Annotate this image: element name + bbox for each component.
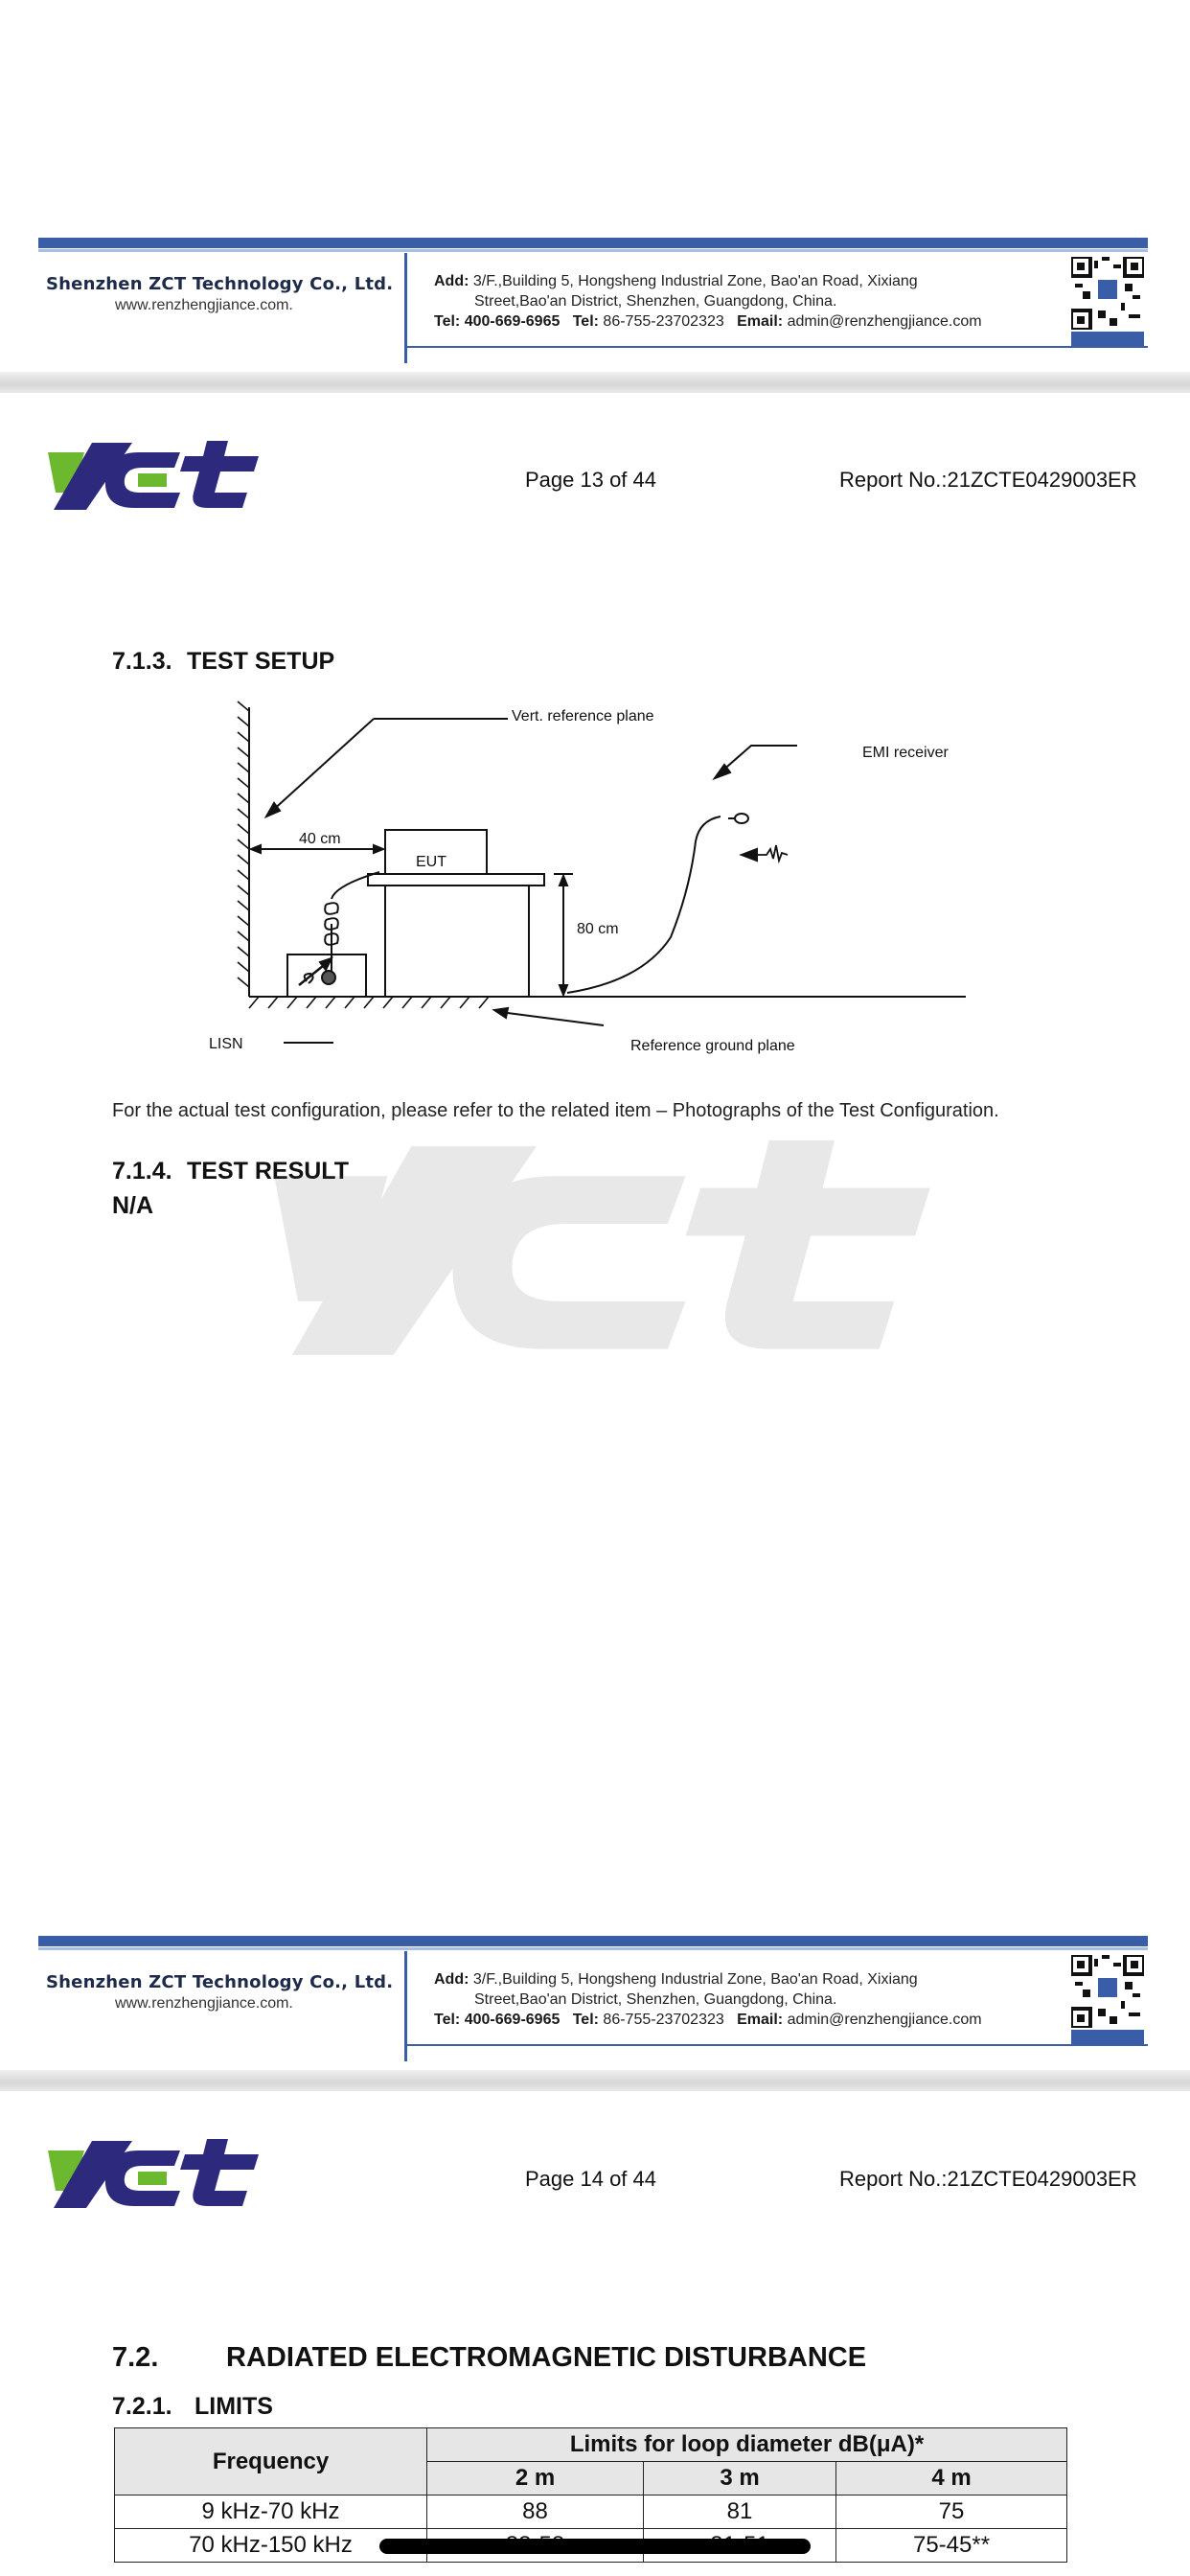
section-number: 7.1.3. <box>112 648 172 675</box>
footer-company: Shenzhen ZCT Technology Co., Ltd. <box>46 274 394 294</box>
footer-company: Shenzhen ZCT Technology Co., Ltd. <box>46 1972 394 1992</box>
tel1: 400-669-6965 <box>464 313 561 330</box>
email: admin@renzhengjiance.com <box>787 313 982 330</box>
section-title: LIMITS <box>195 2393 273 2420</box>
vert-plane-pointer <box>270 719 374 813</box>
label-eut: EUT <box>416 854 446 870</box>
email-label: Email: <box>737 2012 784 2028</box>
addr-line2: Street,Bao'an District, Shenzhen, Guangdong, China. <box>474 1991 837 2008</box>
section-heading-setup <box>112 648 334 676</box>
footer-thin-bar <box>38 1947 1148 1950</box>
label-emi-receiver: EMI receiver <box>862 745 949 761</box>
test-config-note: For the actual test configuration, please refer to the related item – Photographs of the Test Configuration. <box>112 1100 999 1121</box>
qr-caption <box>1071 332 1144 347</box>
zct-watermark-icon <box>268 1112 939 1390</box>
ground-plane-hatch <box>249 997 489 1008</box>
zct-logo-icon <box>46 433 262 519</box>
emi-leader <box>721 746 797 772</box>
col-4m: 4 m <box>836 2462 1067 2496</box>
footer-address <box>434 271 1086 332</box>
tel2-label: Tel: <box>572 313 599 330</box>
addr-line1: 3/F.,Building 5, Hongsheng Industrial Zone, Bao'an Road, Xixiang <box>472 1971 918 1988</box>
addr-label: Add: <box>434 1971 469 1988</box>
section-title: RADIATED ELECTROMAGNETIC DISTURBANCE <box>226 2342 867 2373</box>
label-ground-plane: Reference ground plane <box>630 1038 795 1054</box>
label-40cm: 40 cm <box>299 831 341 847</box>
receiver-connector <box>735 814 748 823</box>
footer-top-bar <box>38 238 1148 248</box>
col-2m: 2 m <box>427 2462 644 2496</box>
section-number: 7.1.4. <box>112 1158 172 1184</box>
home-indicator[interactable] <box>379 2539 811 2554</box>
table-body <box>385 886 529 997</box>
cell-freq: 9 kHz-70 kHz <box>115 2496 427 2529</box>
footer-website: www.renzhengjiance.com. <box>115 297 293 313</box>
addr-label: Add: <box>434 273 469 289</box>
receiver-cable <box>567 816 721 993</box>
page-number: Page 13 of 44 <box>525 468 657 492</box>
report-number: Report No.:21ZCTE0429003ER <box>839 468 1137 492</box>
section-heading-radiated <box>112 2342 866 2374</box>
tel-label: Tel: <box>434 313 461 330</box>
label-vert-plane: Vert. reference plane <box>512 708 654 724</box>
test-setup-diagram <box>192 698 977 1062</box>
cell-freq: 70 kHz-150 kHz <box>115 2529 427 2563</box>
qr-caption <box>1071 2030 1144 2045</box>
tel2-label: Tel: <box>572 2012 599 2028</box>
label-80cm: 80 cm <box>577 921 619 937</box>
page-number: Page 14 of 44 <box>525 2167 657 2191</box>
col-3m: 3 m <box>644 2462 836 2496</box>
report-number: Report No.:21ZCTE0429003ER <box>839 2167 1137 2191</box>
section-title: TEST RESULT <box>187 1158 349 1184</box>
email: admin@renzhengjiance.com <box>787 2012 982 2028</box>
col-limits: Limits for loop diameter dB(μA)* <box>427 2428 1067 2462</box>
tel1: 400-669-6965 <box>464 2012 561 2028</box>
qr-code-icon <box>1071 257 1144 330</box>
addr-line1: 3/F.,Building 5, Hongsheng Industrial Zone, Bao'an Road, Xixiang <box>472 273 918 289</box>
cell-4m: 75-45** <box>836 2529 1067 2563</box>
col-frequency: Frequency <box>115 2428 427 2496</box>
footer-bottom-line <box>404 2044 1148 2046</box>
section-title: TEST SETUP <box>187 648 335 675</box>
cell-3m: 81 <box>644 2496 836 2529</box>
label-lisn: LISN <box>209 1036 243 1052</box>
footer-thin-bar <box>38 249 1148 252</box>
table-row <box>115 2496 1067 2529</box>
table-header-row <box>115 2428 1067 2462</box>
section-number: 7.2.1. <box>112 2393 172 2420</box>
email-label: Email: <box>737 313 784 330</box>
test-result-value: N/A <box>112 1192 154 1219</box>
cell-2m: 88 <box>427 2496 644 2529</box>
tel-label: Tel: <box>434 2012 461 2028</box>
page-footer <box>0 238 1190 372</box>
ground-leader <box>500 1012 604 1025</box>
page-separator <box>0 372 1190 393</box>
lisn-connector <box>322 971 335 984</box>
page-footer <box>0 1936 1190 2070</box>
section-number: 7.2. <box>112 2342 159 2373</box>
vertical-plane-hatch <box>238 702 249 987</box>
qr-code-icon <box>1071 1955 1144 2028</box>
footer-website: www.renzhengjiance.com. <box>115 1995 293 2012</box>
footer-address <box>434 1969 1086 2030</box>
page-separator <box>0 2070 1190 2091</box>
cell-4m: 75 <box>836 2496 1067 2529</box>
zct-logo-icon <box>46 2131 262 2218</box>
subsection-heading-limits <box>112 2393 273 2421</box>
tel2: 86-755-23702323 <box>603 2012 724 2028</box>
footer-top-bar <box>38 1936 1148 1946</box>
table-top <box>368 874 544 886</box>
tel2: 86-755-23702323 <box>603 313 724 330</box>
addr-line2: Street,Bao'an District, Shenzhen, Guangdong, China. <box>474 293 837 310</box>
footer-bottom-line <box>404 346 1148 348</box>
